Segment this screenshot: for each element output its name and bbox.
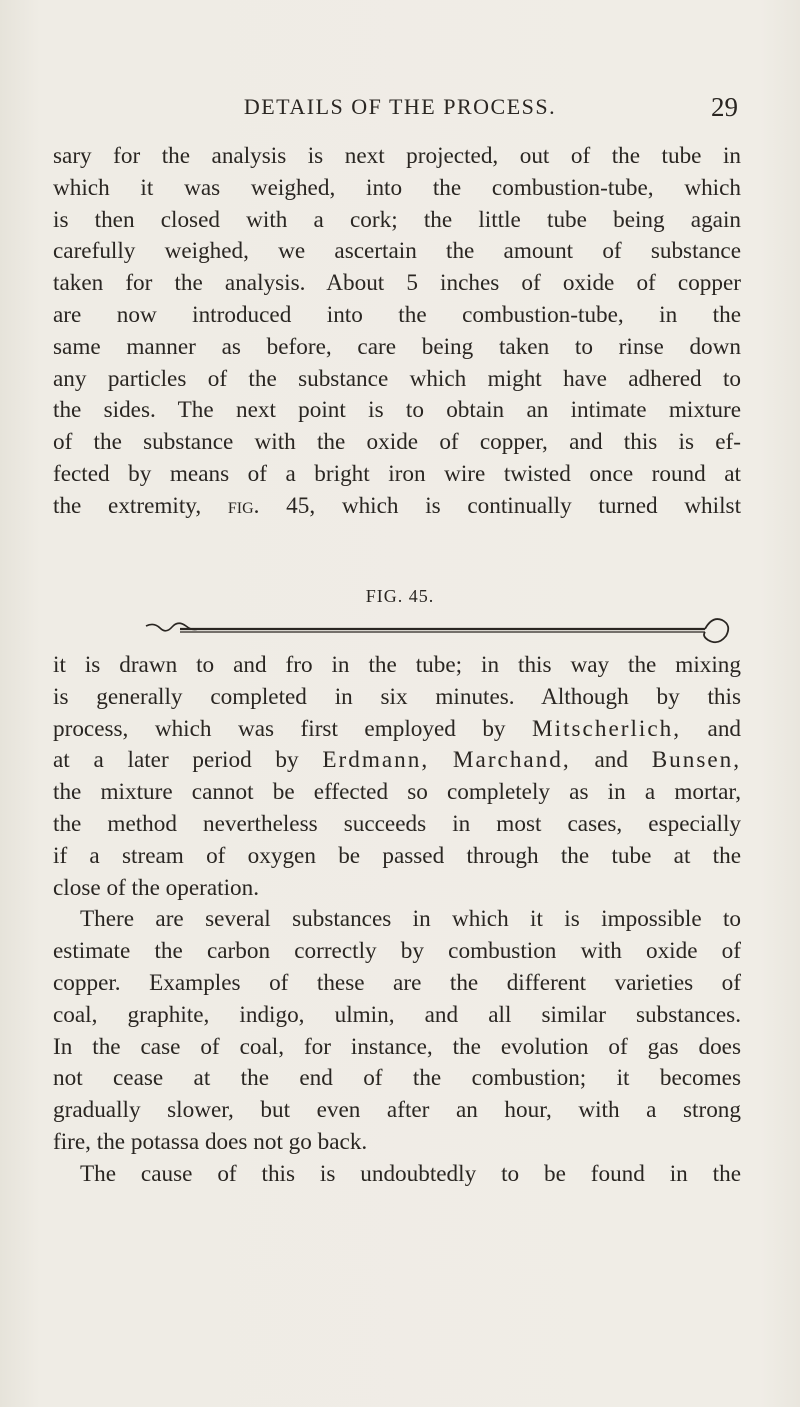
- text-line: close of the operation.: [53, 874, 260, 901]
- text-line: which it was weighed, into the combustion-tube, which: [53, 174, 741, 201]
- text-line: gradually slower, but even after an hour, with a strong: [53, 1097, 741, 1124]
- page-number: 29: [711, 92, 738, 122]
- text-line: In the case of coal, for instance, the evolution of gas does: [53, 1033, 741, 1060]
- figure-caption: FIG. 45.: [365, 586, 435, 606]
- text-line: the sides. The next point is to obtain an intimate mixture: [53, 397, 741, 424]
- person-name: Marchand,: [452, 747, 571, 774]
- text-line: same manner as before, care being taken to rinse down: [53, 333, 741, 360]
- person-name: Bunsen,: [651, 747, 742, 774]
- text-segment: process, which was first employed by: [53, 715, 506, 742]
- text-block-upper: [53, 141, 741, 523]
- text-line: the mixture cannot be effected so completely as in a mortar,: [53, 779, 741, 806]
- text-line: the method nevertheless succeeds in most cases, especially: [53, 810, 741, 837]
- text-segment: the extremity,: [53, 492, 202, 519]
- text-segment: at a later period by: [53, 747, 299, 774]
- text-segment: and: [594, 747, 628, 774]
- text-line: There are several substances in which it is impossible to: [80, 906, 741, 933]
- text-segment: and: [707, 715, 742, 742]
- text-line: taken for the analysis. About 5 inches of oxide of copper: [53, 270, 741, 297]
- person-name: Mitscherlich,: [532, 715, 682, 742]
- text-line: fected by means of a bright iron wire twisted once round at: [53, 460, 741, 487]
- text-segment: which is continually turned whilst: [341, 492, 742, 519]
- text-line-with-fig-ref: [53, 491, 741, 523]
- text-line: sary for the analysis is next projected, out of the tube in: [53, 143, 741, 169]
- text-line: not cease at the end of the combustion; it becomes: [53, 1065, 741, 1092]
- text-line: The cause of this is undoubtedly to be found in the: [80, 1160, 741, 1187]
- text-line: coal, graphite, indigo, ulmin, and all similar substances.: [53, 1001, 741, 1028]
- text-line: estimate the carbon correctly by combustion with oxide of: [53, 938, 741, 965]
- text-line-with-name: [53, 714, 741, 746]
- text-line-with-names: [53, 745, 741, 777]
- text-line: it is drawn to and fro in the tube; in this way the mixing: [53, 652, 741, 678]
- figure-reference: fig. 45,: [227, 492, 316, 519]
- text-line: fire, the potassa does not go back.: [53, 1128, 368, 1155]
- running-head: DETAILS OF THE PROCESS.: [243, 94, 557, 119]
- figure-45: [140, 612, 740, 648]
- text-line: any particles of the substance which might have adhered to: [53, 365, 741, 392]
- text-line: if a stream of oxygen be passed through the tube at the: [53, 842, 741, 869]
- text-line: copper. Examples of these are the different varieties of: [53, 969, 741, 996]
- text-line: are now introduced into the combustion-tube, in the: [53, 301, 741, 328]
- text-line: is then closed with a cork; the little tube being again: [53, 206, 741, 233]
- person-name: Erdmann,: [322, 747, 430, 774]
- text-line: is generally completed in six minutes. Although by this: [53, 683, 741, 710]
- text-line: carefully weighed, we ascertain the amount of substance: [53, 238, 741, 265]
- twisted-iron-wire-icon: [140, 612, 740, 648]
- text-line: of the substance with the oxide of copper, and this is ef-: [53, 429, 741, 456]
- page-header: [0, 92, 800, 132]
- text-block-lower: [53, 650, 741, 1191]
